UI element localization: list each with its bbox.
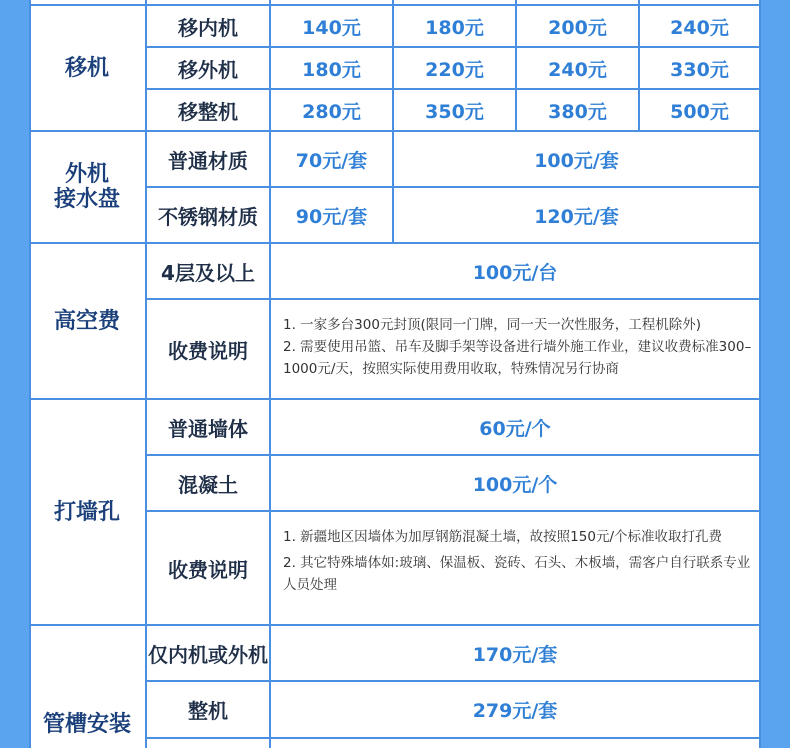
price-value: 90元/套 — [295, 205, 368, 228]
grid-line — [145, 737, 761, 739]
price-value: 100元/个 — [472, 473, 558, 496]
price-value: 140元 — [302, 16, 361, 39]
category-relocate: 移机 — [64, 55, 109, 81]
row-label: 不锈钢材质 — [158, 204, 258, 229]
price-value: 100元/台 — [472, 261, 558, 284]
price-table — [29, 0, 761, 748]
price-value: 350元 — [425, 100, 484, 123]
note-item: 2. 需要使用吊篮、吊车及脚手架等设备进行墙外施工作业，建议收费标准300–1000元/天，按照实际使用费用收取，特殊情况另行协商 — [283, 339, 752, 377]
price-value: 330元 — [670, 58, 729, 81]
row-label: 整机 — [188, 699, 228, 723]
price-value: 380元 — [548, 100, 607, 123]
price-value: 500元 — [670, 100, 729, 123]
fee-notes — [283, 526, 753, 596]
row-label: 混凝土 — [178, 472, 238, 497]
price-value: 280元 — [302, 100, 361, 123]
price-value: 170元/套 — [472, 643, 558, 666]
grid-line — [759, 0, 761, 748]
fee-notes — [283, 314, 753, 380]
row-label: 收费说明 — [168, 338, 248, 363]
category-drain-pan — [29, 132, 145, 242]
price-value: 200元 — [548, 16, 607, 39]
price-value: 240元 — [548, 58, 607, 81]
note-item: 2. 其它特殊墙体如:玻璃、保温板、瓷砖、石头、木板墙，需客户自行联系专业人员处理 — [283, 555, 751, 593]
category-line: 接水盘 — [53, 187, 120, 212]
category-line: 外机 — [64, 162, 109, 187]
category-wall-hole: 打墙孔 — [53, 499, 120, 525]
price-value: 180元 — [425, 16, 484, 39]
row-label: 普通墙体 — [168, 416, 248, 441]
row-label: 4层及以上 — [161, 260, 255, 285]
category-duct: 管槽安装 — [42, 712, 131, 737]
price-value: 180元 — [302, 58, 361, 81]
price-value: 100元/套 — [534, 149, 619, 172]
price-value: 60元/个 — [479, 417, 551, 440]
price-value: 70元/套 — [295, 149, 368, 172]
note-item: 1. 一家多台300元封顶(限同一门牌，同一天一次性服务，工程机除外) — [283, 317, 701, 333]
price-value: 279元/套 — [472, 700, 558, 722]
row-label: 移内机 — [178, 15, 238, 40]
price-value: 240元 — [670, 16, 729, 39]
price-value: 220元 — [425, 58, 484, 81]
category-high-altitude: 高空费 — [53, 308, 120, 334]
row-label: 仅内机或外机 — [148, 642, 268, 667]
row-label: 普通材质 — [168, 148, 248, 173]
price-value: 120元/套 — [534, 205, 619, 228]
row-label: 收费说明 — [168, 557, 248, 582]
row-label: 移外机 — [178, 57, 238, 82]
note-item: 1. 新疆地区因墙体为加厚钢筋混凝土墙，故按照150元/个标准收取打孔费 — [283, 529, 722, 545]
row-label: 移整机 — [178, 99, 238, 124]
